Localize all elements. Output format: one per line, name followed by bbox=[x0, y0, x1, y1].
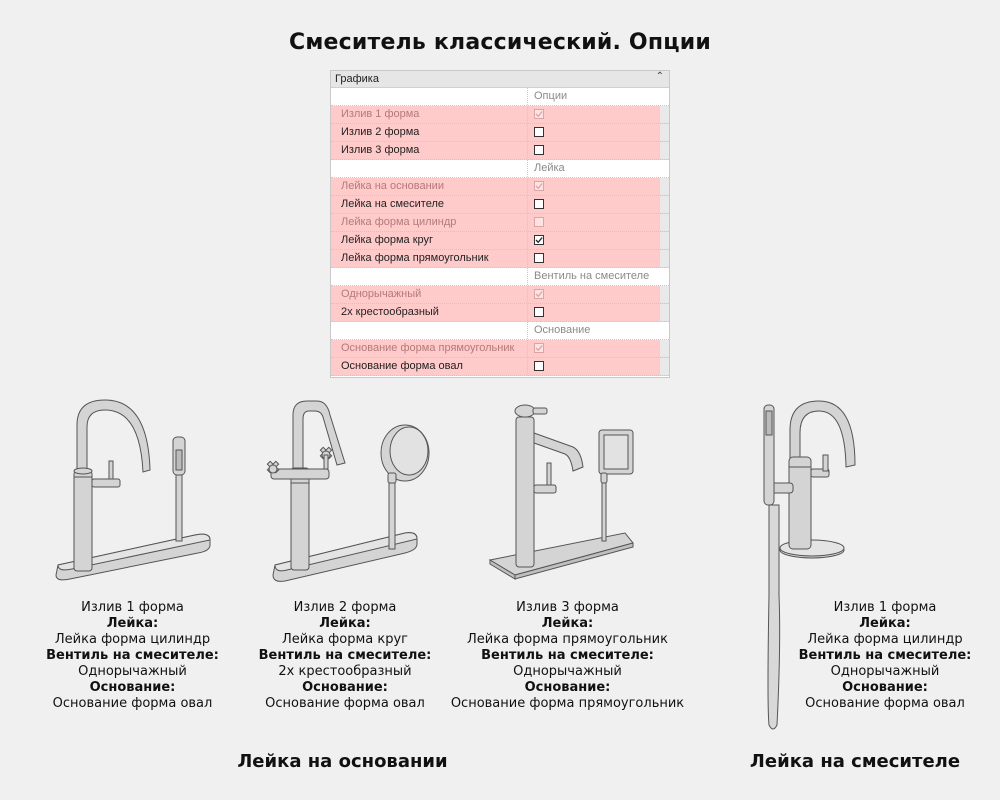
grid-param-row bbox=[331, 106, 669, 124]
checkmark-icon bbox=[534, 343, 544, 353]
spout-2 bbox=[293, 401, 345, 468]
lever-handle bbox=[92, 479, 120, 487]
grid-param-name: 2х крестообразный bbox=[331, 304, 528, 321]
grid-section-spacer bbox=[331, 160, 528, 177]
grid-body bbox=[331, 88, 669, 376]
grid-param-checkbox bbox=[534, 289, 544, 299]
caption-head-label: Лейка: bbox=[319, 616, 371, 631]
variant-caption-3 bbox=[450, 600, 685, 712]
grid-section-row bbox=[331, 160, 669, 178]
grid-section-spacer bbox=[331, 322, 528, 339]
grid-header-label: Графика bbox=[335, 73, 379, 85]
grid-param-row bbox=[331, 214, 669, 232]
grid-param-checkbox[interactable] bbox=[534, 361, 544, 371]
grid-param-row bbox=[331, 358, 669, 376]
caption-valve-label: Вентиль на смесителе: bbox=[258, 648, 432, 663]
caption-head-label: Лейка: bbox=[859, 616, 911, 631]
cross-handle-right bbox=[320, 447, 331, 469]
grid-row-edit-strip[interactable] bbox=[659, 106, 669, 123]
spout-3 bbox=[534, 433, 583, 471]
caption-valve: Однорычажный bbox=[78, 664, 187, 679]
grid-param-checkbox bbox=[534, 181, 544, 191]
group-label-on-base: Лейка на основании bbox=[237, 751, 448, 772]
caption-head: Лейка форма прямоугольник bbox=[467, 632, 668, 647]
grid-row-edit-strip[interactable] bbox=[659, 232, 669, 249]
grid-param-name: Излив 1 форма bbox=[331, 106, 528, 123]
grid-header-grafika[interactable] bbox=[331, 71, 669, 88]
caption-spout: Излив 1 форма bbox=[833, 600, 937, 615]
grid-param-checkbox bbox=[534, 343, 544, 353]
caption-valve: 2х крестообразный bbox=[278, 664, 412, 679]
grid-section-row bbox=[331, 88, 669, 106]
caption-base: Основание форма прямоугольник bbox=[450, 696, 685, 711]
grid-param-name: Излив 3 форма bbox=[331, 142, 528, 159]
grid-param-name: Основание форма овал bbox=[331, 358, 528, 375]
grid-row-edit-strip[interactable] bbox=[659, 214, 669, 231]
grid-row-edit-strip[interactable] bbox=[659, 286, 669, 303]
grid-param-row bbox=[331, 124, 669, 142]
grid-param-checkbox[interactable] bbox=[534, 253, 544, 263]
grid-section-row bbox=[331, 268, 669, 286]
grid-param-name: Однорычажный bbox=[331, 286, 528, 303]
caption-base-label: Основание: bbox=[524, 680, 611, 695]
shower-hose bbox=[768, 505, 780, 729]
faucet-illustration-3 bbox=[485, 395, 655, 585]
grid-param-checkbox[interactable] bbox=[534, 199, 544, 209]
caption-spout: Излив 1 форма bbox=[81, 600, 184, 615]
caption-base: Основание форма овал bbox=[265, 696, 425, 711]
grid-row-edit-strip[interactable] bbox=[659, 340, 669, 357]
grid-param-checkbox[interactable] bbox=[534, 235, 544, 245]
checkmark-icon bbox=[534, 235, 544, 245]
grid-param-checkbox[interactable] bbox=[534, 145, 544, 155]
caption-head: Лейка форма цилиндр bbox=[807, 632, 963, 647]
caption-valve: Однорычажный bbox=[830, 664, 940, 679]
grid-param-checkbox bbox=[534, 217, 544, 227]
checkmark-icon bbox=[534, 181, 544, 191]
grid-param-row bbox=[331, 250, 669, 268]
caption-head: Лейка форма цилиндр bbox=[54, 632, 211, 647]
caption-spout: Излив 2 форма bbox=[293, 600, 397, 615]
grid-param-checkbox[interactable] bbox=[534, 127, 544, 137]
grid-row-edit-strip[interactable] bbox=[659, 304, 669, 321]
caption-valve-label: Вентиль на смесителе: bbox=[481, 648, 654, 663]
caption-head: Лейка форма круг bbox=[281, 632, 409, 647]
grid-param-row bbox=[331, 286, 669, 304]
grid-param-name: Излив 2 форма bbox=[331, 124, 528, 141]
grid-section-row bbox=[331, 322, 669, 340]
lever-handle bbox=[534, 485, 556, 493]
grid-param-checkbox[interactable] bbox=[534, 307, 544, 317]
grid-row-edit-strip[interactable] bbox=[659, 250, 669, 267]
grid-param-name: Лейка на основании bbox=[331, 178, 528, 195]
group-label-on-mixer: Лейка на смесителе bbox=[749, 751, 961, 772]
faucet-illustration-1 bbox=[50, 395, 220, 585]
grid-row-edit-strip[interactable] bbox=[659, 196, 669, 213]
cross-handle-left bbox=[267, 461, 278, 473]
mixer-body bbox=[789, 457, 811, 549]
grid-section-label: Вентиль на смесителе bbox=[534, 270, 650, 282]
grid-param-row bbox=[331, 340, 669, 358]
grid-row-edit-strip[interactable] bbox=[659, 124, 669, 141]
checkmark-icon bbox=[534, 289, 544, 299]
variant-caption-2 bbox=[240, 600, 450, 712]
caption-base-label: Основание: bbox=[89, 680, 176, 695]
grid-param-row bbox=[331, 178, 669, 196]
caption-valve-label: Вентиль на смесителе: bbox=[798, 648, 972, 663]
checkmark-icon bbox=[534, 109, 544, 119]
grid-row-edit-strip[interactable] bbox=[659, 142, 669, 159]
grid-section-label: Основание bbox=[534, 324, 591, 336]
properties-panel bbox=[330, 70, 670, 378]
caption-base-label: Основание: bbox=[302, 680, 388, 695]
grid-param-row bbox=[331, 196, 669, 214]
variant-caption-1 bbox=[30, 600, 235, 712]
grid-section-spacer bbox=[331, 268, 528, 285]
variant-caption-4 bbox=[780, 600, 990, 712]
grid-param-name: Лейка форма круг bbox=[331, 232, 528, 249]
caption-head-label: Лейка: bbox=[106, 616, 159, 631]
caption-spout: Излив 3 форма bbox=[516, 600, 619, 615]
grid-section-spacer bbox=[331, 88, 528, 105]
grid-param-name: Лейка на смесителе bbox=[331, 196, 528, 213]
caption-valve: Однорычажный bbox=[513, 664, 622, 679]
caption-head-label: Лейка: bbox=[541, 616, 594, 631]
grid-row-edit-strip[interactable] bbox=[659, 358, 669, 375]
grid-param-name: Лейка форма цилиндр bbox=[331, 214, 528, 231]
page-title: Смеситель классический. Опции bbox=[289, 30, 711, 55]
mixer-body bbox=[74, 471, 92, 571]
caption-valve-label: Вентиль на смесителе: bbox=[46, 648, 219, 663]
grid-section-label: Лейка bbox=[534, 162, 565, 174]
faucet-illustration-2 bbox=[245, 393, 435, 585]
rectangular-base bbox=[490, 533, 633, 575]
grid-param-name: Основание форма прямоугольник bbox=[331, 340, 528, 357]
grid-row-edit-strip[interactable] bbox=[659, 178, 669, 195]
collapse-up-icon[interactable]: ⌃ bbox=[655, 71, 664, 82]
grid-param-row bbox=[331, 232, 669, 250]
grid-param-name: Лейка форма прямоугольник bbox=[331, 250, 528, 267]
caption-base: Основание форма овал bbox=[52, 696, 213, 711]
caption-base: Основание форма овал bbox=[805, 696, 965, 711]
grid-section-label: Опции bbox=[534, 90, 568, 102]
caption-base-label: Основание: bbox=[842, 680, 928, 695]
grid-param-checkbox bbox=[534, 109, 544, 119]
grid-param-row bbox=[331, 142, 669, 160]
mixer-body bbox=[516, 417, 534, 567]
grid-param-row bbox=[331, 304, 669, 322]
